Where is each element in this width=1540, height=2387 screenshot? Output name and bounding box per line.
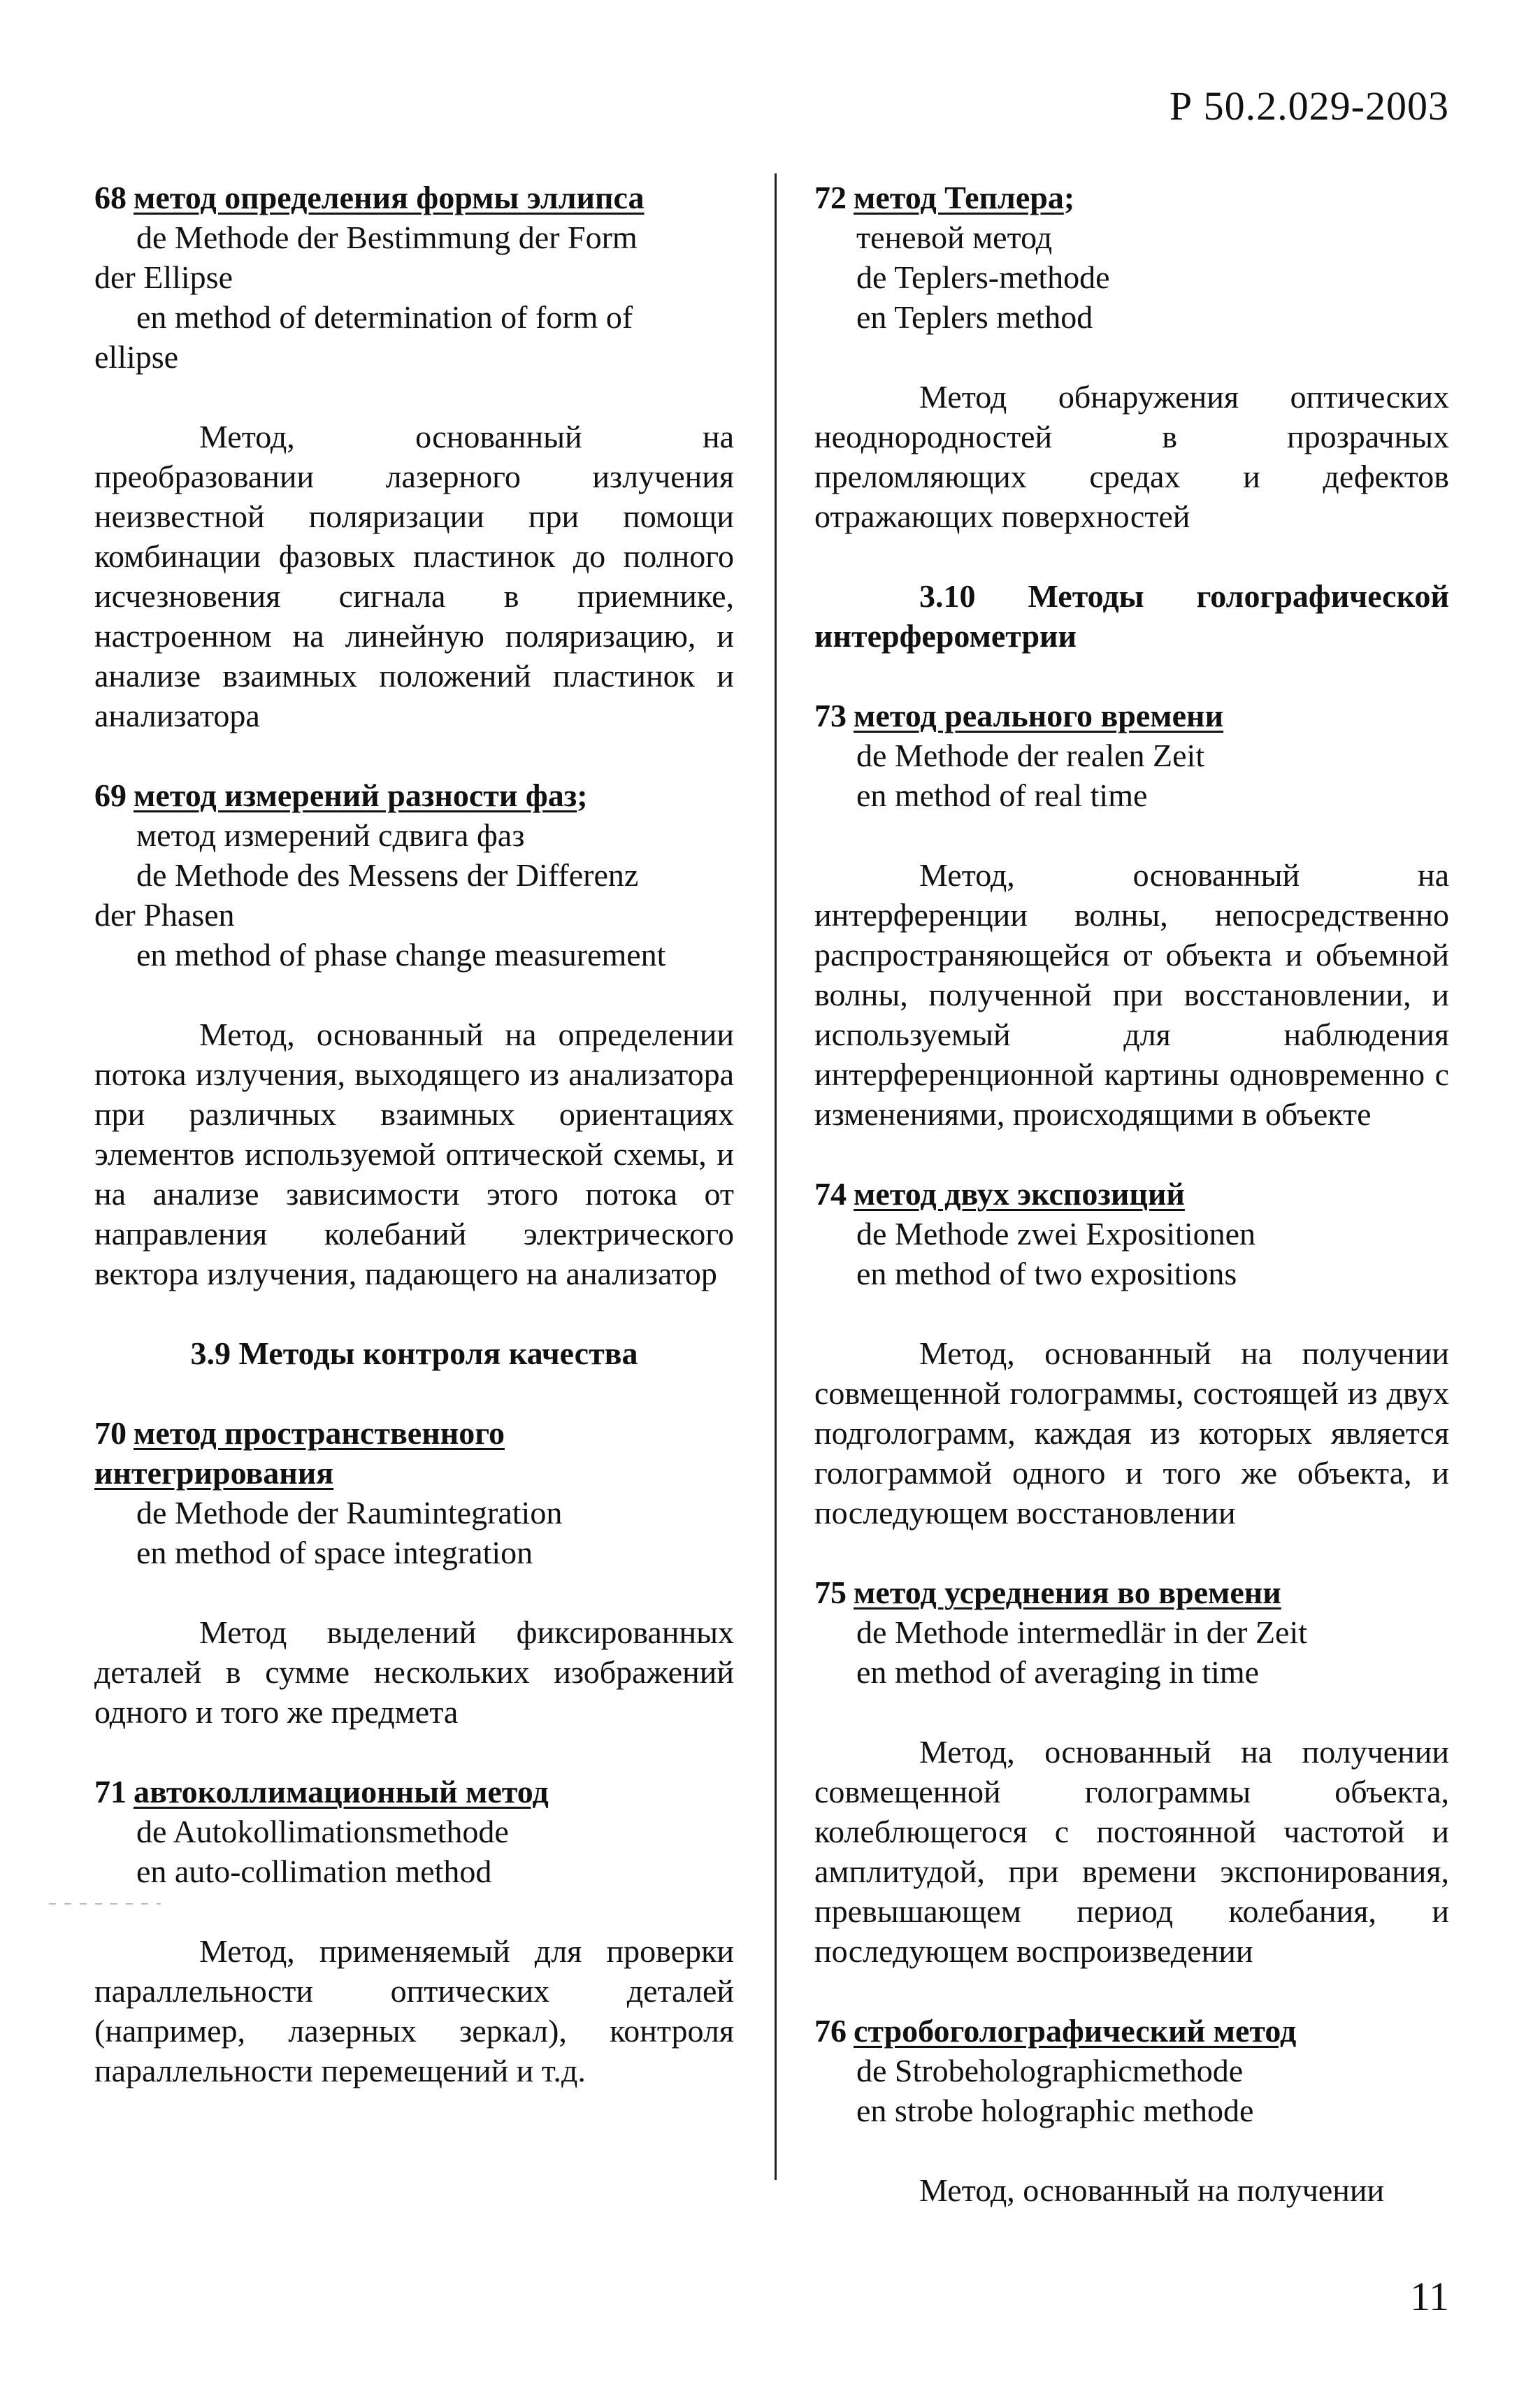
term-title: метод усреднения во времени: [854, 1575, 1281, 1610]
term-equivalent: en method of real time: [856, 777, 1148, 813]
term-equivalent: теневой метод: [856, 220, 1053, 255]
term-entry: [94, 1772, 734, 2091]
term-suffix: ;: [577, 777, 588, 813]
term-equivalent: de Methode der Bestimmung der Form: [136, 220, 638, 255]
term-line: [814, 2011, 1449, 2051]
term-definition: Метод выделений фиксированных деталей в сумме нескольких изображений одного и того же предмета: [94, 1614, 734, 1730]
term-equivalent: en Teplers method: [856, 299, 1093, 335]
entry-gap: [94, 1293, 734, 1333]
entry-gap: [814, 536, 1449, 576]
term-definition: Метод, основанный на определении потока излучения, выходящего из анализатора при различных взаимных ориентациях элементов используемой оптической схемы, и на анализе зависимости этого потока от направления колебаний электрического вектора излучения, падающего на анализатор: [94, 1017, 734, 1291]
term-definition: Метод, основанный на получении совмещенной голограммы объекта, колеблющегося с постоянной частотой и амплитудой, при времени экспонирования, превышающем период колебания, и последующем воспроизведении: [814, 1734, 1449, 1969]
term-line: [814, 696, 1449, 736]
term-equivalent: de Strobeholographicmethode: [856, 2053, 1244, 2088]
term-equivalent: en strobe holographic methode: [856, 2093, 1254, 2128]
entry-gap: [814, 1533, 1449, 1572]
term-title: метод измерений разности фаз: [134, 777, 577, 813]
term-equivalent: der Phasen: [94, 897, 235, 933]
term-equivalent: de Methode zwei Expositionen: [856, 1216, 1256, 1252]
term-equivalent: en method of two expositions: [856, 1256, 1237, 1291]
term-definition: Метод, основанный на преобразовании лазерного излучения неизвестной поляризации при помощи комбинации фазовых пластинок до полного исчезновения сигнала в приемнике, настроенном на линейную поляризацию, и анализе взаимных положений пластинок и анализатора: [94, 419, 734, 733]
term-entry: [94, 178, 734, 736]
term-title: автоколлимационный метод: [134, 1774, 549, 1809]
term-equivalent: der Ellipse: [94, 259, 233, 295]
term-number: 72: [814, 180, 847, 215]
term-equivalent: en method of determination of form of: [136, 299, 633, 335]
term-definition: Метод, основанный на интерференции волны, непосредственно распространяющейся от объекта и объемной волны, полученной при восстановлении, и используемый для наблюдения интерференционной картины одновременно с изменениями, происходящими в объекте: [814, 857, 1449, 1132]
term-entry: [814, 2011, 1449, 2210]
document-code: Р 50.2.029-2003: [1169, 83, 1449, 129]
term-equivalent: de Methode der Raumintegration: [136, 1495, 563, 1531]
entry-gap: [814, 1134, 1449, 1174]
term-line: [814, 178, 1449, 217]
entry-gap: [94, 1373, 734, 1413]
term-equivalent: en method of space integration: [136, 1535, 533, 1570]
term-equivalent: ellipse: [94, 339, 179, 375]
term-equivalent: de Methode des Messens der Differenz: [136, 857, 639, 893]
term-title: метод реального времени: [854, 698, 1224, 733]
term-title: метод пространственного интегрирования: [94, 1415, 505, 1491]
term-line: [814, 1174, 1449, 1214]
term-number: 75: [814, 1575, 847, 1610]
page-number: 11: [1410, 2274, 1449, 2319]
term-definition: Метод обнаружения оптических неоднородностей в прозрачных преломляющих средах и дефектов отражающих поверхностей: [814, 379, 1449, 534]
term-equivalent: de Teplers-methode: [856, 259, 1110, 295]
column-divider: [775, 173, 777, 2180]
term-number: 68: [94, 180, 127, 215]
section-heading: 3.9 Методы контроля качества: [190, 1335, 638, 1371]
left-column: [94, 178, 734, 2091]
term-equivalent: en method of phase change measurement: [136, 937, 666, 973]
term-equivalent: en method of averaging in time: [856, 1654, 1260, 1690]
term-suffix: ;: [1063, 180, 1075, 215]
term-title: метод двух экспозиций: [854, 1176, 1185, 1212]
term-definition: Метод, применяемый для проверки параллельности оптических деталей (например, лазерных зеркал), контроля параллельности перемещений и т.д.: [94, 1933, 734, 2088]
term-entry: [94, 1413, 734, 1732]
term-entry: [94, 775, 734, 1293]
term-number: 69: [94, 777, 127, 813]
term-number: 74: [814, 1176, 847, 1212]
term-definition: Метод, основанный на получении: [919, 2172, 1385, 2208]
right-column: [814, 178, 1449, 2210]
term-definition: Метод, основанный на получении совмещенной голограммы, состоящей из двух подголограмм, каждая из которых является голограммой одного и того же объекта, и последующем восстановлении: [814, 1335, 1449, 1531]
term-entry: [814, 178, 1449, 536]
term-line: [94, 775, 734, 815]
entry-gap: [94, 1732, 734, 1772]
term-line: [94, 1413, 734, 1493]
term-line: [94, 178, 734, 217]
term-entry: [814, 1572, 1449, 1971]
term-equivalent: de Autokollimationsmethode: [136, 1814, 509, 1849]
term-entry: [814, 696, 1449, 1134]
term-title: метод Теплера: [854, 180, 1064, 215]
term-number: 76: [814, 2013, 847, 2049]
term-number: 70: [94, 1415, 127, 1451]
term-equivalent: en auto-collimation method: [136, 1854, 492, 1889]
section-heading: 3.10 Методы голографической интерферометрии: [814, 578, 1449, 654]
term-line: [814, 1572, 1449, 1612]
term-title: стробоголографический метод: [854, 2013, 1297, 2049]
term-equivalent: метод измерений сдвига фаз: [136, 817, 525, 853]
term-equivalent: de Methode der realen Zeit: [856, 738, 1205, 773]
term-entry: [814, 1174, 1449, 1533]
entry-gap: [814, 1971, 1449, 2011]
term-line: [94, 1772, 734, 1812]
term-number: 73: [814, 698, 847, 733]
term-equivalent: de Methode intermedlär in der Zeit: [856, 1614, 1308, 1650]
entry-gap: [814, 656, 1449, 696]
term-title: метод определения формы эллипса: [134, 180, 645, 215]
scan-artifact-line: [49, 1903, 161, 1905]
term-number: 71: [94, 1774, 127, 1809]
entry-gap: [94, 736, 734, 775]
